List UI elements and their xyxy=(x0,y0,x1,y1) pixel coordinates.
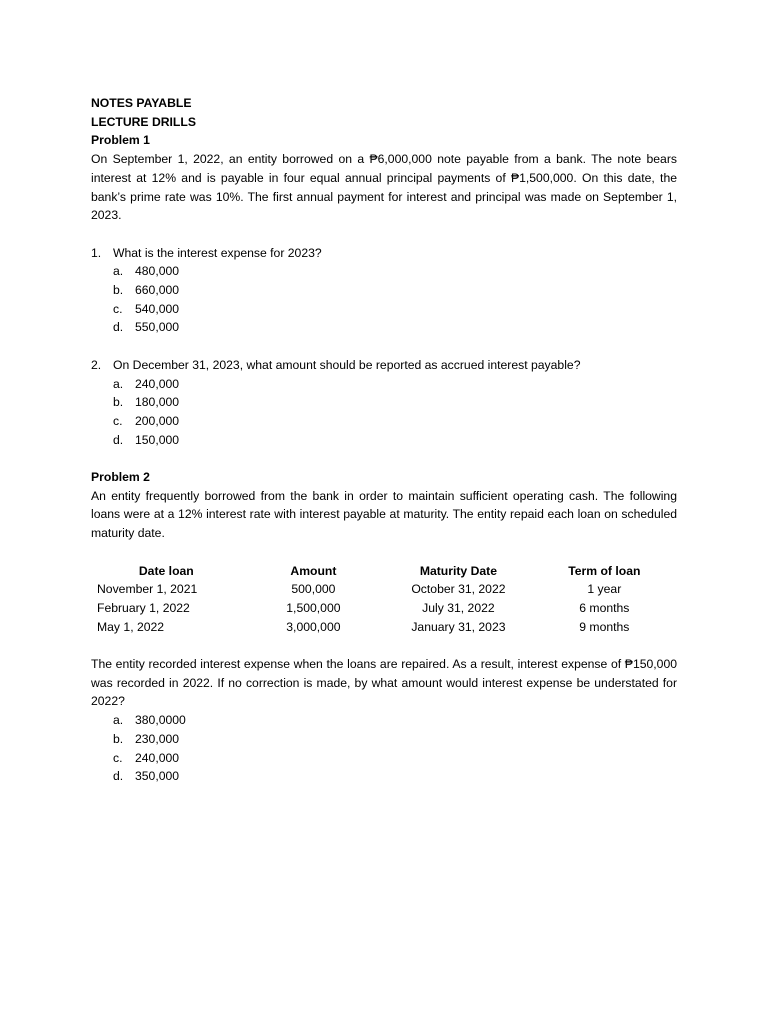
spacer xyxy=(91,337,677,356)
option-value: 240,000 xyxy=(135,376,180,391)
table-cell: 500,000 xyxy=(291,582,336,597)
option-value: 550,000 xyxy=(135,320,180,335)
option-letter: c. xyxy=(113,750,123,765)
document-title: NOTES PAYABLE xyxy=(91,96,192,110)
answer-option xyxy=(91,412,677,431)
option-letter: a. xyxy=(113,713,124,728)
problem2-text: An entity frequently borrowed from the bank in order to maintain sufficient operating cash. The following loans were at a 12% interest rate with interest payable at maturity. The entity repaid each loan on scheduled maturity date. xyxy=(91,488,677,541)
answer-option xyxy=(91,318,677,337)
option-letter: a. xyxy=(113,376,124,391)
spacer xyxy=(91,636,677,655)
table-header-row xyxy=(91,562,677,581)
problem2-question-text: The entity recorded interest expense when the loans are repaired. As a result, interest expense of ₱150,000 was recorded in 2022. If no correction is made, by what amount would interest expense be understated for 2022? xyxy=(91,657,677,709)
table-cell: February 1, 2022 xyxy=(97,600,190,615)
option-value: 480,000 xyxy=(135,264,180,279)
option-value: 180,000 xyxy=(135,395,180,410)
answer-option xyxy=(91,749,677,768)
answer-options xyxy=(91,375,677,450)
question-number: 1. xyxy=(91,245,102,260)
column-header: Term of loan xyxy=(568,563,641,578)
table-row xyxy=(91,618,677,637)
option-value: 350,000 xyxy=(135,769,180,784)
column-header: Date loan xyxy=(138,563,194,578)
option-value: 150,000 xyxy=(135,432,180,447)
spacer xyxy=(91,449,677,468)
option-value: 380,0000 xyxy=(135,713,186,728)
option-letter: c. xyxy=(113,301,123,316)
option-letter: b. xyxy=(113,395,124,410)
option-value: 230,000 xyxy=(135,731,180,746)
option-letter: c. xyxy=(113,413,123,428)
option-value: 540,000 xyxy=(135,301,180,316)
table-row xyxy=(91,599,677,618)
answer-option xyxy=(91,375,677,394)
question-number: 2. xyxy=(91,357,102,372)
answer-option xyxy=(91,300,677,319)
spacer xyxy=(91,543,677,562)
question-1 xyxy=(91,244,677,338)
answer-option xyxy=(91,431,677,450)
answer-option xyxy=(91,767,677,786)
table-cell: July 31, 2022 xyxy=(422,600,495,615)
answer-option xyxy=(91,730,677,749)
question-text: What is the interest expense for 2023? xyxy=(113,245,322,260)
table-cell: October 31, 2022 xyxy=(411,582,506,597)
question-2 xyxy=(91,356,677,450)
table-cell: 1,500,000 xyxy=(286,600,341,615)
option-letter: a. xyxy=(113,264,124,279)
answer-option xyxy=(91,711,677,730)
table-cell: 9 months xyxy=(579,619,630,634)
table-cell: May 1, 2022 xyxy=(97,619,165,634)
option-letter: b. xyxy=(113,731,124,746)
table-cell: 3,000,000 xyxy=(286,619,341,634)
option-letter: d. xyxy=(113,432,124,447)
answer-options xyxy=(91,262,677,337)
answer-options xyxy=(91,711,677,786)
answer-option xyxy=(91,281,677,300)
option-value: 240,000 xyxy=(135,750,180,765)
table-cell: January 31, 2023 xyxy=(411,619,506,634)
option-value: 200,000 xyxy=(135,413,180,428)
option-letter: d. xyxy=(113,320,124,335)
table-cell: 6 months xyxy=(579,600,630,615)
column-header: Maturity Date xyxy=(419,563,498,578)
option-letter: d. xyxy=(113,769,124,784)
problem1-text: On September 1, 2022, an entity borrowed on a ₱6,000,000 note payable from a bank. The note bears interest at 12% and is payable in four equal annual principal payments of ₱1,500,000. On this date, the bank’s prime rate was 10%. The first annual payment for interest and principal was made on September 1, 2023. xyxy=(91,152,677,223)
column-header: Amount xyxy=(290,563,337,578)
table-row xyxy=(91,580,677,599)
answer-option xyxy=(91,393,677,412)
option-value: 660,000 xyxy=(135,283,180,298)
problem2-heading: Problem 2 xyxy=(91,470,150,485)
answer-option xyxy=(91,262,677,281)
table-cell: November 1, 2021 xyxy=(97,582,198,597)
document-subtitle: LECTURE DRILLS xyxy=(91,114,196,129)
option-letter: b. xyxy=(113,283,124,298)
table-cell: 1 year xyxy=(587,582,622,597)
loans-table xyxy=(91,562,677,637)
problem1-heading: Problem 1 xyxy=(91,133,150,148)
spacer xyxy=(91,225,677,244)
question-text: On December 31, 2023, what amount should be reported as accrued interest payable? xyxy=(113,357,581,372)
document-content xyxy=(91,94,677,786)
